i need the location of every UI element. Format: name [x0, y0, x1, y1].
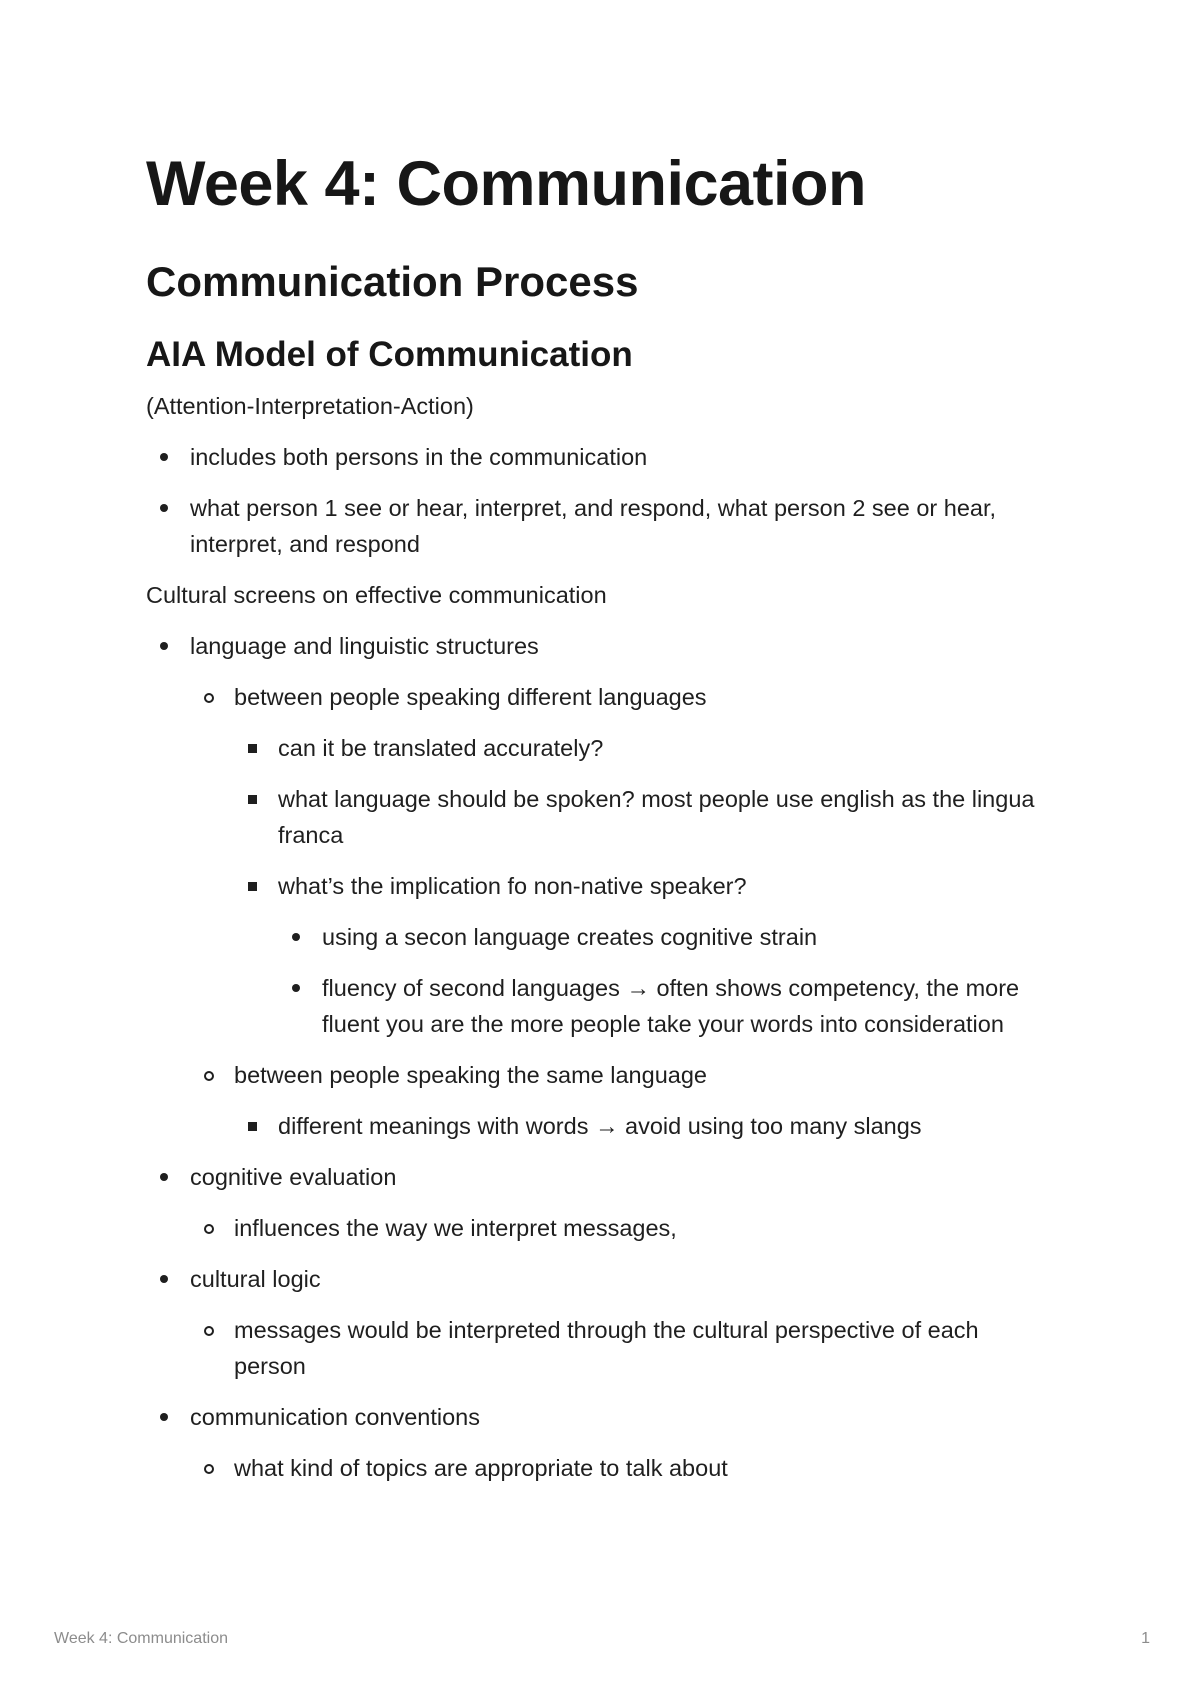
list-item: can it be translated accurately? [146, 730, 1046, 766]
hollow-bullet-icon [204, 1326, 214, 1336]
list-item: what person 1 see or hear, interpret, and respond, what person 2 see or hear, interpret, and respond [146, 490, 1046, 562]
document-body [146, 140, 1046, 1486]
hollow-bullet-icon [204, 1224, 214, 1234]
cultural-screens-heading: Cultural screens on effective communication [146, 582, 607, 608]
list-item: using a secon language creates cognitive strain [146, 919, 1046, 955]
bullet-icon [160, 453, 168, 461]
square-bullet-icon [248, 795, 257, 804]
list-item: different meanings with words → avoid using too many slangs [146, 1108, 1046, 1144]
subtitle-paren: (Attention-Interpretation-Action) [146, 393, 474, 419]
list-item: what language should be spoken? most people use english as the lingua franca [146, 781, 1046, 853]
list-item: messages would be interpreted through the cultural perspective of each person [146, 1312, 1046, 1384]
bullet-icon [160, 1275, 168, 1283]
list-item: cultural logic [146, 1261, 1046, 1297]
list-item: influences the way we interpret messages, [146, 1210, 1046, 1246]
hollow-bullet-icon [204, 1464, 214, 1474]
footer-title: Week 4: Communication [54, 1630, 228, 1647]
list-item: communication conventions [146, 1399, 1046, 1435]
page-number: 1 [1141, 1630, 1150, 1647]
page-title: Week 4: Communication [146, 149, 866, 219]
bullet-icon [160, 642, 168, 650]
square-bullet-icon [248, 744, 257, 753]
bullet-icon [160, 1173, 168, 1181]
bullet-icon [160, 504, 168, 512]
bullet-icon [292, 984, 300, 992]
list-item: what kind of topics are appropriate to talk about [146, 1450, 1046, 1486]
list-item: what’s the implication fo non-native speaker? [146, 868, 1046, 904]
square-bullet-icon [248, 882, 257, 891]
list-item: language and linguistic structures [146, 628, 1046, 664]
bullet-icon [292, 933, 300, 941]
list-item: includes both persons in the communication [146, 439, 1046, 475]
section-heading: Communication Process [146, 258, 639, 305]
aia-bullet-list [146, 439, 1046, 562]
bullet-icon [160, 1413, 168, 1421]
square-bullet-icon [248, 1122, 257, 1131]
list-item: fluency of second languages → often shows competency, the more fluent you are the more people take your words into consideration [146, 970, 1046, 1042]
subsection-heading: AIA Model of Communication [146, 335, 633, 374]
list-item: between people speaking different languages [146, 679, 1046, 715]
hollow-bullet-icon [204, 1071, 214, 1081]
cultural-screens-list [146, 628, 1046, 1486]
list-item: between people speaking the same language [146, 1057, 1046, 1093]
hollow-bullet-icon [204, 693, 214, 703]
list-item: cognitive evaluation [146, 1159, 1046, 1195]
